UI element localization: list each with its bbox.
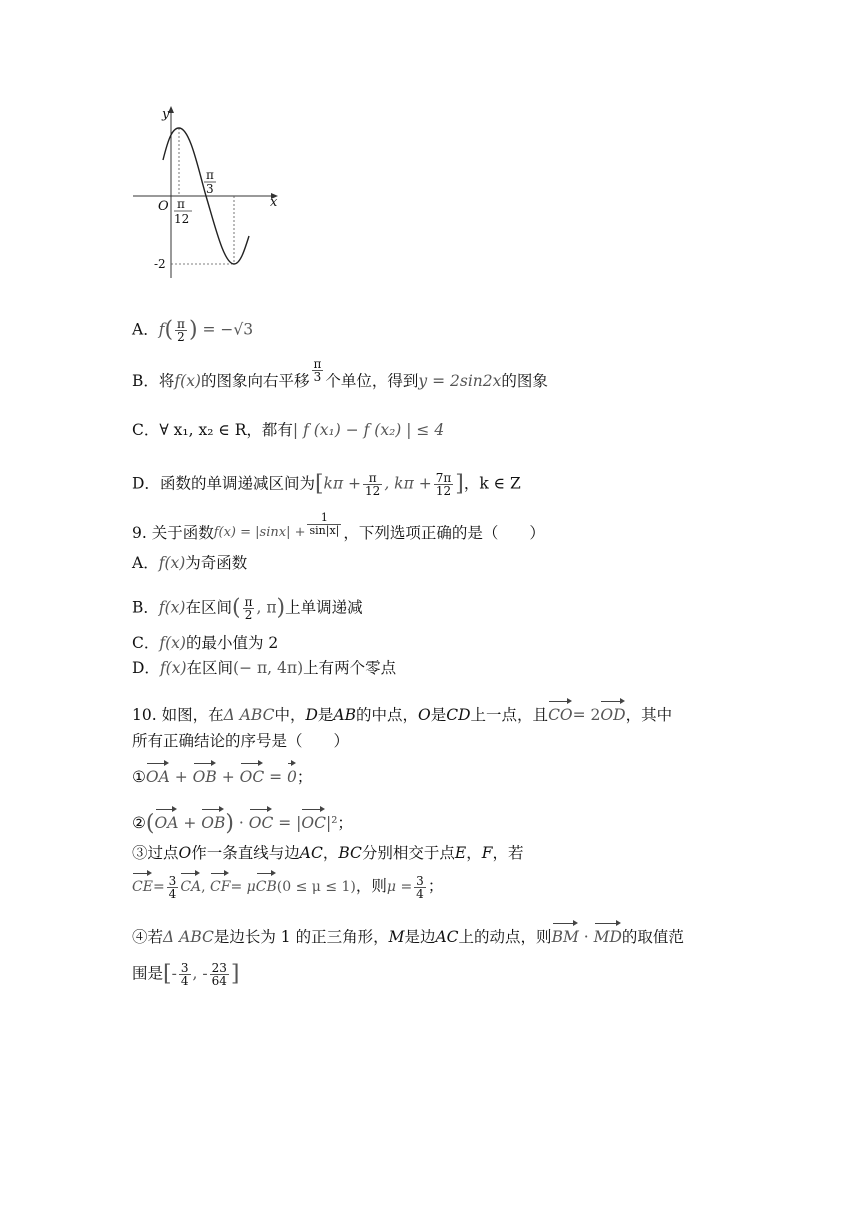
math-f: f — [158, 320, 165, 339]
q10-statement-4-line2: 围是[- $\frac{3}{4}$ , - $\frac{23}{64}$ ] — [132, 961, 240, 988]
vector: OA — [155, 806, 179, 834]
math-condition: (0 ≤ μ ≤ 1) — [276, 879, 356, 895]
math-var: M — [388, 928, 405, 946]
text: 的取值范 — [621, 928, 684, 946]
text: 上单调递减 — [285, 598, 363, 617]
option-label: B． — [132, 372, 159, 390]
vector: OB — [201, 806, 225, 834]
q10-statement-3-line1 — [132, 842, 524, 864]
text: ，其中 — [625, 706, 673, 724]
text: ，若 — [492, 844, 524, 862]
vector: 0 — [287, 760, 297, 788]
math-text: μ = — [386, 879, 413, 895]
text: 是边 — [404, 928, 436, 946]
text: 是 — [317, 706, 334, 724]
text: 10. 如图，在 — [132, 706, 224, 724]
option-label: A． — [132, 554, 159, 572]
text: 的图象向右平移 — [200, 372, 310, 390]
vector: CE — [132, 870, 153, 898]
text: ； — [337, 814, 353, 832]
text: 在区间 — [186, 659, 234, 677]
tick-x2-num: π — [206, 168, 214, 182]
math-rhs: = −√3 — [202, 320, 254, 339]
q8-option-a: A．f( $\frac{\pi}{2}$ ) = −√3 — [132, 317, 254, 344]
frac-23-64: $\frac{23}{64}$ — [211, 961, 227, 988]
text: 函数的单调递减区间为 — [159, 474, 315, 493]
q9-option-b: B．f(x)在区间( $\frac{\pi}{2}$ , π)上单调递减 — [132, 595, 363, 622]
text: 作一条直线与边 — [191, 844, 300, 862]
option-label: B． — [132, 598, 159, 617]
vector: OC — [301, 806, 326, 834]
q9-option-a — [132, 552, 247, 574]
text: 上一点，且 — [470, 706, 549, 724]
math-var: AB — [333, 706, 356, 724]
text: 是 — [430, 706, 447, 724]
vector: MD — [594, 920, 622, 948]
text: 围是 — [132, 964, 164, 983]
text: 上有两个零点 — [303, 659, 397, 677]
math-var: AC — [299, 844, 323, 862]
q10-stem-line2 — [132, 730, 349, 752]
frac-pi-12: $\frac{\pi}{12}$ — [365, 471, 381, 498]
axis-y-label: y — [162, 107, 170, 122]
q10-statement-2: ②(OA + OB) · OC = |OC|²； — [132, 806, 353, 835]
frac-3-4: $\frac{3}{4}$ — [180, 961, 189, 988]
vector: CA — [180, 870, 201, 898]
statement-mark: ② — [132, 814, 146, 832]
text: ，k ∈ Z — [463, 474, 521, 493]
vector: CF — [210, 870, 230, 898]
q10-statement-1: ①OA + OB + OC = 0； — [132, 760, 312, 788]
text: ； — [296, 768, 313, 786]
text: 将 — [158, 372, 175, 390]
math-var: AC — [435, 928, 459, 946]
text: ③过点 — [132, 844, 179, 862]
vector: OD — [600, 698, 625, 726]
vector: BM — [552, 920, 579, 948]
text: ，下列选项正确的是（ ） — [343, 524, 545, 542]
frac-pi-3: $\frac{\pi}{3}$ — [313, 357, 322, 384]
text: ∀ x₁, x₂ ∈ R，都有 — [159, 421, 293, 439]
math-fx: f(x) — [159, 659, 187, 677]
math-var: CD — [446, 706, 471, 724]
q10-stem-line1 — [132, 698, 672, 726]
text: 中， — [274, 706, 306, 724]
frac-3-4: $\frac{3}{4}$ — [168, 873, 177, 901]
option-label: A． — [132, 320, 159, 339]
q8-option-c — [132, 419, 444, 441]
q9-stem — [132, 511, 545, 544]
math-text: , kπ + — [384, 474, 432, 493]
math-fx: f(x) — [174, 372, 201, 390]
math-expr: | f (x₁) − f (x₂) | ≤ 4 — [292, 421, 445, 439]
text: 的图象 — [501, 372, 548, 390]
q8-option-d: D．函数的单调递减区间为[kπ + $\frac{\pi}{12}$ , kπ + $\frac{7\pi}{12}$ ]，k ∈ Z — [132, 471, 521, 498]
math-text: = μ — [230, 879, 256, 895]
text: 所有正确结论的序号是（ ） — [132, 732, 350, 750]
tick-x2-den: 3 — [206, 182, 214, 196]
q10-statement-4-line1: ④若Δ ABC是边长为 1 的正三角形，M是边AC上的动点，则BM · MD的取值范 — [132, 920, 684, 948]
option-label: D． — [132, 474, 160, 493]
origin-label: O — [158, 199, 169, 214]
math-text: = — [152, 879, 165, 895]
statement-mark: ① — [132, 768, 146, 786]
sine-graph-figure — [120, 100, 290, 280]
math-text: kπ + — [323, 474, 362, 493]
math-var: O — [418, 706, 431, 724]
vector: OC — [240, 760, 265, 788]
q10-statement-3-line2: CE= $\frac{3}{4}$ CA, CF= μCB(0 ≤ μ ≤ 1)，则μ = $\frac{3}{4}$ ； — [132, 870, 443, 900]
text: 是边长为 1 的正三角形， — [213, 928, 389, 946]
math-fx: f(x) — [158, 554, 186, 572]
math-var: D — [305, 706, 318, 724]
tick-x1-num: π — [177, 197, 185, 211]
frac-3-4: $\frac{3}{4}$ — [416, 873, 424, 901]
math-expr: y = 2sin2x — [418, 372, 502, 390]
option-label: C． — [132, 634, 160, 652]
text: ， — [322, 844, 339, 862]
axis-x-label: x — [270, 195, 278, 210]
text: ； — [427, 877, 444, 895]
frac-pi-2: $\frac{\pi}{2}$ — [177, 317, 185, 344]
text: ， — [466, 844, 482, 862]
vector: OC — [249, 806, 274, 834]
text: ，则 — [355, 877, 387, 895]
math-interval: (− π, 4π) — [233, 659, 304, 677]
frac-1-sinx: $\frac{1}{\sin|x|}$ — [309, 511, 340, 537]
option-label: C． — [132, 421, 160, 439]
text: ④若 — [132, 928, 164, 946]
text: 为奇函数 — [185, 554, 248, 572]
math-triangle: Δ ABC — [163, 928, 214, 946]
q9-option-c — [132, 632, 278, 654]
text: 的中点， — [356, 706, 419, 724]
math-var: O — [178, 844, 192, 862]
text: 分别相交于点 — [361, 844, 455, 862]
text: 上的动点，则 — [458, 928, 552, 946]
text: 的最小值为 2 — [185, 634, 279, 652]
text: 在区间 — [185, 598, 232, 617]
math-fx: f(x) — [159, 634, 186, 652]
math-text: , π — [256, 598, 277, 617]
vector: CO — [548, 698, 573, 726]
option-label: D． — [132, 659, 160, 677]
q9-option-d — [132, 657, 396, 679]
frac-7pi-12: $\frac{7\pi}{12}$ — [435, 471, 452, 498]
vector: OB — [193, 760, 217, 788]
math-expr: f(x) = |sinx| + — [213, 525, 306, 540]
math-triangle: Δ ABC — [223, 706, 275, 724]
math-var: E — [454, 844, 467, 862]
math-fx: f(x) — [158, 598, 186, 617]
tick-y-label: -2 — [154, 257, 166, 271]
math-var: F — [481, 844, 493, 862]
q8-option-b — [132, 357, 548, 392]
math-var: BC — [338, 844, 362, 862]
frac-pi-2: $\frac{\pi}{2}$ — [244, 595, 253, 622]
vector: CB — [256, 870, 277, 898]
vector: OA — [146, 760, 170, 788]
text: 9. 关于函数 — [132, 524, 214, 542]
text: 个单位，得到 — [325, 372, 419, 390]
math-text: = 2 — [572, 706, 601, 724]
tick-x1-den: 12 — [174, 212, 190, 226]
